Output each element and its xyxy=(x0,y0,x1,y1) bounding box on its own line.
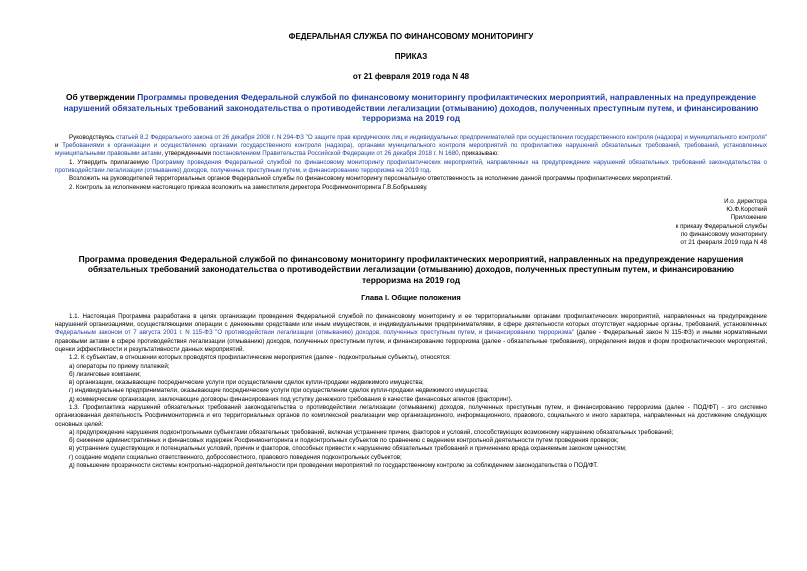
paragraph-1-1 xyxy=(55,313,767,354)
appendix-block xyxy=(55,214,767,247)
appendix-line-4: от 21 февраля 2019 года N 48 xyxy=(680,239,767,247)
preamble-text-4: , приказываю: xyxy=(458,150,499,158)
law-115fz-link[interactable]: Федеральным законом от 7 августа 2001 г. N 115-ФЗ "О противодействии легализации (отмыванию) доходов, полученных преступным путем, и финансированию терроризма" xyxy=(55,329,574,337)
program-link[interactable]: Программы проведения Федеральной службой по финансовому мониторингу профилактических мероприятий, направленных на предупреждение нарушений обязательных требований законодательства о противодействии легализации (отмыванию) доходов, полученных преступным путем, и финансированию терроризма на 2019 год xyxy=(63,92,759,124)
paragraph-1-1-text-b: (далее - Федеральный закон N 115-ФЗ) и иными нормативными правовыми актами в сфере противодействия легализации (отмыванию) доходов, полученных преступным путем, и финансированию терроризма (далее - обязательные требования), определения видов и форм профилактических мероприятий, оценки эффективности и результативности данных мероприятий. xyxy=(55,329,767,353)
requirements-link[interactable]: Требованиями к организации и осуществлению органами государственного контроля (надзора), органами муниципального контроля мероприятий по профилактике нарушений обязательных требований, требований, установленных муниципальными правовыми актами xyxy=(55,142,767,158)
list-item: б) лизинговые компании; xyxy=(69,370,141,378)
appendix-line-1: Приложение xyxy=(730,214,767,222)
paragraph-1-1-text-a: 1.1. Настоящая Программа разработана в целях организации проведения Федеральной службой по финансовому мониторингу и ее территориальными органами профилактических мероприятий, направленных на предупреждение нарушений организациями, осуществляющими операции с денежными средствами или иным имуществом, и индивидуальными предпринимателями, в сфере деятельности которых отсутствует надзорные органы, требований, установленных xyxy=(55,312,767,329)
doc-date-number: от 21 февраля 2019 года N 48 xyxy=(352,72,470,81)
list-item: д) коммерческие организации, заключающие договоры финансирования под уступку денежного требования в качестве финансовых агентов (факторинг). xyxy=(69,395,513,403)
signer-name: Ю.Ф.Короткий xyxy=(726,206,767,214)
list-item: б) снижение административных и финансовых издержек Росфинмониторинга и подконтрольных субъектов по сравнению с ведением контрольной деятельности путем проведения проверок; xyxy=(69,437,619,445)
order-item-1-end: . xyxy=(429,166,432,174)
doc-type: ПРИКАЗ xyxy=(394,52,428,61)
program-annex-link[interactable]: Программу проведения Федеральной службой по финансовому мониторингу профилактических мероприятий, направленных на предупреждение нарушений обязательных требований законодательства о противодействии легализации (отмыванию) доходов, полученных преступным путем, и финансированию терроризма на 2019 год xyxy=(55,158,767,174)
order-item-2: 2. Контроль за исполнением настоящего приказа возложить на заместителя директора Росфинмониторинга Г.В.Бобрышеву. xyxy=(69,183,428,191)
program-title: Программа проведения Федеральной службой по финансовому мониторингу профилактических мероприятий, направленных на предупреждение нарушения обязательных требований законодательства о противодействии легализации (отмыванию) доходов, полученных преступным путем, и финансированию терроризма на 2019 год xyxy=(78,253,744,285)
paragraph-1-3: 1.3. Профилактика нарушений обязательных требований законодательства о противодействии легализации (отмыванию) доходов, полученных преступным путем, и финансированию терроризма (далее - ПОД/ФТ) - это системно организованная деятельность Росфинмониторинга и его территориальных органов по комплексной реализации мер организационного, информационного, правового, социального и иного характера, направленных на достижение следующих основных целей: xyxy=(55,403,767,428)
list-item: г) индивидуальные предприниматели, оказывающие посреднические услуги при осуществлении сделок купли-продажи недвижимого имущества; xyxy=(69,387,489,395)
preamble-text-3: , утвержденными xyxy=(161,150,213,158)
org-name: ФЕДЕРАЛЬНАЯ СЛУЖБА ПО ФИНАНСОВОМУ МОНИТОРИНГУ xyxy=(288,32,534,41)
list-item: д) повышение прозрачности системы контрольно-надзорной деятельности при проведении мероприятий по государственному контролю за соблюдением законодательства о ПОД/ФТ. xyxy=(69,462,599,470)
preamble-text-2: и xyxy=(55,142,63,150)
list-item: в) устранение существующих и потенциальных условий, причин и факторов, способных привести к нарушению обязательных требований и причинению вреда охраняемым законом ценностям; xyxy=(69,445,627,453)
list-item: в) организации, оказывающие посреднические услуги при осуществлении сделок купли-продажи недвижимого имущества; xyxy=(69,379,424,387)
order-item-1 xyxy=(55,159,767,176)
preamble-text-1: Руководствуясь xyxy=(69,133,117,141)
appendix-line-2: к приказу Федеральной службы xyxy=(675,222,767,230)
resolution-1680-link[interactable]: постановлением Правительства Российской Федерации от 26 декабря 2018 г. N 1680 xyxy=(212,150,459,158)
order-item-1-text: 1. Утвердить прилагаемую xyxy=(69,158,152,166)
list-item: а) операторы по приему платежей; xyxy=(69,362,170,370)
list-item: г) создание модели социально ответственного, добросовестного, правового поведения подконтрольных субъектов; xyxy=(69,453,402,461)
law-294fz-link[interactable]: статьей 8.2 Федерального закона от 26 декабря 2008 г. N 294-ФЗ "О защите прав юридических лиц и индивидуальных предпринимателей при осуществлении государственного контроля (надзора) и муниципального контроля" xyxy=(116,133,767,141)
signer-role: И.о. директора xyxy=(724,197,767,205)
preamble xyxy=(55,134,767,159)
signature-block xyxy=(55,198,767,215)
list-item: а) предупреждение нарушения подконтрольными субъектами обязательных требований, включая устранение причин, факторов и условий, способствующих возможному нарушению обязательных требований; xyxy=(69,428,674,436)
order-title-prefix: Об утверждении xyxy=(66,92,138,102)
appendix-line-3: по финансовому мониторингу xyxy=(680,231,767,239)
order-title xyxy=(61,92,761,124)
paragraph-1-2: 1.2. К субъектам, в отношении которых проводятся профилактические мероприятия (далее - подконтрольные субъекты), относятся: xyxy=(69,354,451,362)
chapter-heading: Глава I. Общие положения xyxy=(361,293,461,303)
order-item-1b: Возложить на руководителей территориальных органов Федеральной службы по финансовому мониторингу персональную ответственность за исполнение данной программы профилактических мероприятий. xyxy=(69,175,673,183)
